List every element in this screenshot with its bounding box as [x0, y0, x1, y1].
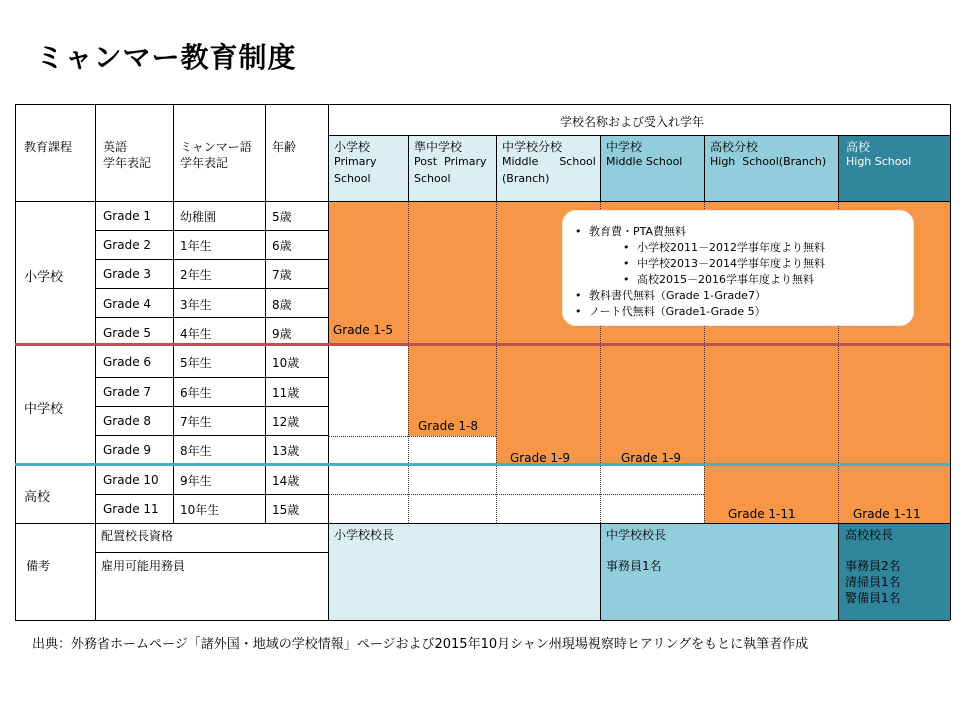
header-school-middle-branch-en1: Middle School: [502, 155, 596, 168]
range-label-post-primary: Grade 1-8: [418, 419, 478, 433]
header-age: 年齢: [272, 140, 297, 154]
callout-subitem: [623, 255, 825, 271]
school-col-divider: [600, 135, 601, 201]
row-age: 12歳: [272, 415, 300, 429]
callout-item: [575, 287, 766, 303]
row-age: 10歳: [272, 356, 300, 370]
range-label-middle: Grade 1-9: [621, 451, 681, 465]
table-top-border: [15, 104, 950, 105]
bullet-icon: •: [575, 305, 582, 318]
callout-item-text: 教育費・PTA費無料: [589, 225, 687, 238]
header-school-primary-jp: 小学校: [334, 140, 371, 154]
remarks-staff-label: 雇用可能用務員: [101, 559, 186, 573]
header-school-high-branch-jp: 高校分校: [710, 140, 759, 154]
row-age: 15歳: [272, 503, 300, 517]
source-footnote: 出典：外務省ホームページ「諸外国・地域の学校情報」ページおよび2015年10月シャン州現場視察時ヒアリングをもとに執筆者作成: [32, 637, 809, 652]
header-school-high-en1: High School: [846, 155, 912, 168]
callout-subitem-text: 高校2015－2016学事年度より無料: [637, 273, 814, 286]
primary-middle-boundary-band: [15, 343, 950, 346]
row-line: [95, 494, 328, 495]
row-grade: Grade 2: [103, 238, 152, 252]
remarks-principal-high: 高校校長: [845, 528, 894, 542]
row-grade: Grade 11: [103, 502, 159, 516]
header-myanmar-line1: ミャンマー語: [180, 140, 252, 154]
callout-subitem: [623, 271, 814, 287]
callout-subitem-text: 中学校2013－2014学事年度より無料: [637, 257, 825, 270]
row-myanmar: 幼稚園: [180, 210, 217, 224]
table-right-border: [950, 104, 951, 620]
row-line: [95, 288, 328, 289]
header-english-line1: 英語: [103, 140, 128, 154]
row-age: 13歳: [272, 444, 300, 458]
table-left-border: [15, 104, 16, 620]
row-myanmar: 1年生: [180, 239, 212, 253]
callout-item-text: 教科書代無料（Grade 1-Grade7）: [589, 289, 766, 302]
section-primary: 小学校: [24, 270, 64, 285]
header-school-middle-branch-jp: 中学校分校: [502, 140, 563, 154]
row-myanmar: 3年生: [180, 298, 212, 312]
row-line: [95, 230, 328, 231]
row-age: 5歳: [272, 210, 292, 224]
header-school-primary-en2: School: [334, 172, 371, 185]
school-col-divider: [408, 135, 409, 201]
section-high: 高校: [24, 490, 51, 505]
school-dotted-divider: [408, 201, 409, 523]
bullet-icon: •: [623, 257, 630, 270]
school-col-divider: [704, 135, 705, 201]
remarks-mid-border: [95, 552, 328, 553]
col-divider: [328, 104, 329, 620]
bullet-icon: •: [623, 273, 630, 286]
header-school-post-primary-jp: 準中学校: [414, 140, 463, 154]
remarks-staff-middle: 事務員1名: [606, 559, 662, 573]
section-middle: 中学校: [24, 402, 64, 417]
row-grade: Grade 10: [103, 473, 159, 487]
bullet-icon: •: [575, 225, 582, 238]
remarks-staff-high-2: 清掃員1名: [845, 575, 901, 589]
remarks-principal-middle: 中学校校長: [606, 528, 667, 542]
row-line: [95, 406, 328, 407]
row-grade: Grade 7: [103, 385, 152, 399]
header-english-line2: 学年表記: [103, 156, 152, 170]
row-myanmar: 4年生: [180, 327, 212, 341]
school-col-divider: [496, 135, 497, 201]
row-grade: Grade 3: [103, 267, 152, 281]
remarks-principal-primary: 小学校校長: [334, 528, 395, 542]
row-line: [95, 317, 328, 318]
header-school-post-primary-en1: Post Primary: [414, 155, 487, 168]
range-fill-post-primary: [408, 201, 496, 436]
row-age: 9歳: [272, 327, 292, 341]
header-school-middle-en1: Middle School: [606, 155, 683, 168]
row-age: 8歳: [272, 298, 292, 312]
row-line: [95, 377, 328, 378]
remarks-principal-label: 配置校長資格: [101, 529, 174, 543]
header-school-group: 学校名称および受入れ学年: [560, 115, 705, 129]
row-line: [95, 259, 328, 260]
row-age: 6歳: [272, 239, 292, 253]
middle-high-boundary-band: [15, 463, 950, 466]
row-age: 14歳: [272, 474, 300, 488]
row-myanmar: 8年生: [180, 444, 212, 458]
callout-item-text: ノート代無料（Grade1-Grade 5）: [589, 305, 766, 318]
remarks-staff-high-3: 警備員1名: [845, 591, 901, 605]
row-myanmar: 10年生: [180, 503, 220, 517]
callout-subitem: [623, 239, 825, 255]
section-remarks: 備考: [26, 559, 51, 573]
remarks-staff-high-1: 事務員2名: [845, 559, 901, 573]
row-grade: Grade 4: [103, 297, 152, 311]
callout-item: [575, 223, 686, 239]
callout-subitem-text: 小学校2011－2012学事年度より無料: [637, 241, 825, 254]
school-dotted-row: [328, 436, 496, 437]
header-myanmar-line2: 学年表記: [180, 156, 229, 170]
row-myanmar: 9年生: [180, 474, 212, 488]
row-grade: Grade 1: [103, 209, 152, 223]
range-label-high: Grade 1-11: [853, 507, 921, 521]
header-school-high-branch-en1: High School(Branch): [710, 155, 827, 168]
row-myanmar: 6年生: [180, 386, 212, 400]
bullet-icon: •: [623, 241, 630, 254]
row-age: 11歳: [272, 386, 300, 400]
col-divider: [95, 104, 96, 620]
header-school-post-primary-en2: School: [414, 172, 451, 185]
school-col-divider: [838, 135, 839, 201]
row-myanmar: 5年生: [180, 356, 212, 370]
row-myanmar: 2年生: [180, 268, 212, 282]
school-dotted-row: [328, 494, 704, 495]
row-grade: Grade 8: [103, 414, 152, 428]
remarks-top-border: [15, 523, 950, 524]
remarks-col-divider: [600, 523, 601, 620]
range-label-primary: Grade 1-5: [333, 323, 393, 337]
header-school-middle-jp: 中学校: [606, 140, 643, 154]
row-age: 7歳: [272, 268, 292, 282]
header-course: 教育課程: [24, 140, 73, 154]
row-grade: Grade 5: [103, 326, 152, 340]
range-label-high-branch: Grade 1-11: [728, 507, 796, 521]
bullet-icon: •: [575, 289, 582, 302]
row-myanmar: 7年生: [180, 415, 212, 429]
page-title: ミャンマー教育制度: [36, 41, 297, 74]
header-school-primary-en1: Primary: [334, 155, 377, 168]
row-grade: Grade 9: [103, 443, 152, 457]
header-school-high-jp: 高校: [846, 140, 871, 154]
table-bottom-border: [15, 620, 950, 621]
callout-item: [575, 303, 766, 319]
col-divider: [265, 104, 266, 523]
remarks-col-divider: [838, 523, 839, 620]
header-school-middle-branch-en2: (Branch): [502, 172, 550, 185]
school-dotted-divider: [496, 201, 497, 523]
fee-exemption-callout: [562, 210, 914, 326]
row-line: [95, 435, 328, 436]
col-divider: [173, 104, 174, 523]
row-grade: Grade 6: [103, 355, 152, 369]
range-label-middle-branch: Grade 1-9: [510, 451, 570, 465]
header-bottom-border: [15, 201, 950, 202]
school-group-divider: [328, 135, 950, 136]
